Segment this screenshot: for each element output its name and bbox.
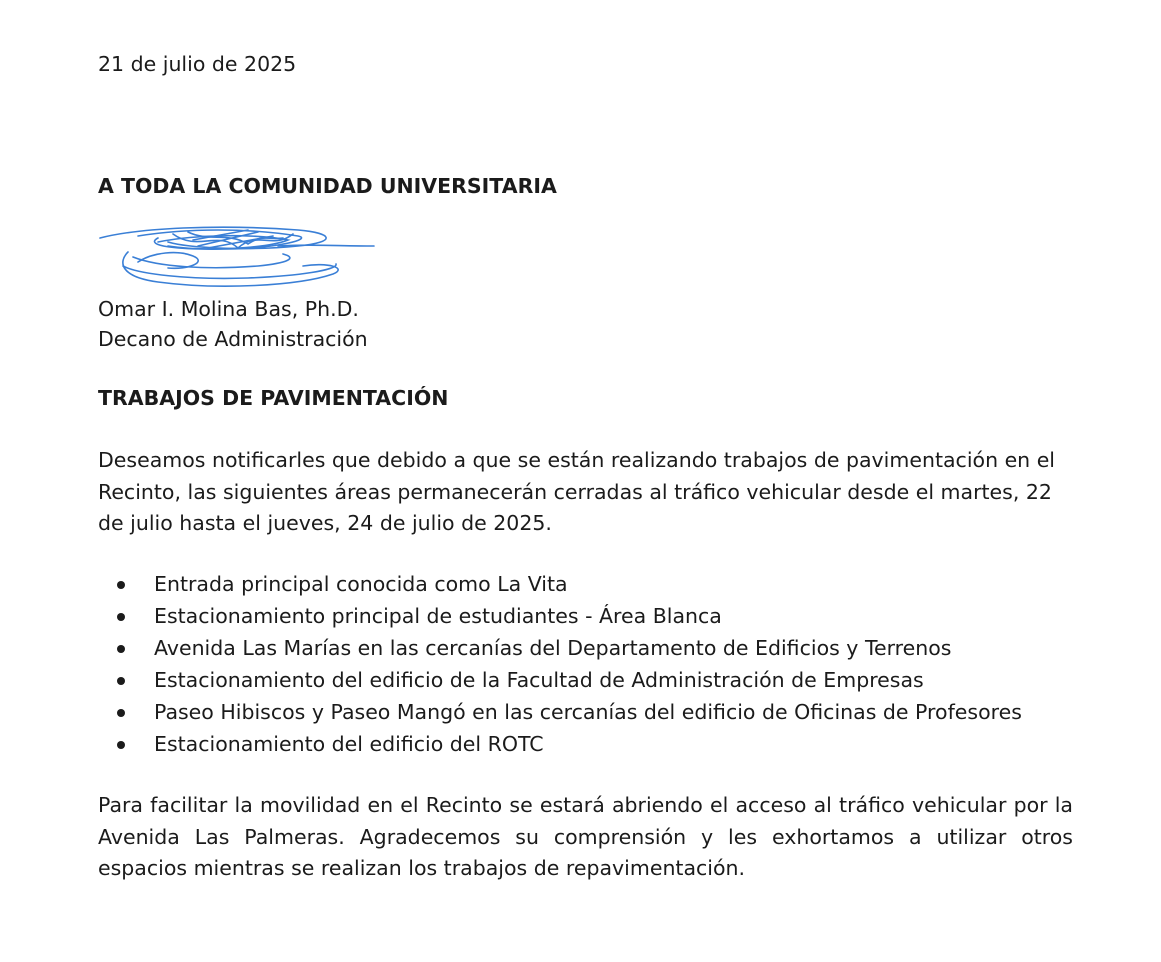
list-item xyxy=(98,664,1022,696)
list-item xyxy=(98,728,1022,760)
list-item-text: Entrada principal conocida como La Vita xyxy=(154,572,568,596)
list-item xyxy=(98,568,1022,600)
bullet-icon xyxy=(117,645,125,653)
list-item xyxy=(98,696,1022,728)
bullet-icon xyxy=(117,677,125,685)
sender-title: Decano de Administración xyxy=(98,327,368,351)
bullet-icon xyxy=(117,741,125,749)
subject-heading: TRABAJOS DE PAVIMENTACIÓN xyxy=(98,386,449,410)
list-item-text: Estacionamiento del edificio del ROTC xyxy=(154,732,544,756)
list-item xyxy=(98,632,1022,664)
letter-date: 21 de julio de 2025 xyxy=(98,52,297,76)
list-item xyxy=(98,600,1022,632)
closed-areas-list xyxy=(98,568,1022,760)
sender-name: Omar I. Molina Bas, Ph.D. xyxy=(98,297,359,321)
signature-icon xyxy=(98,222,378,292)
bullet-icon xyxy=(117,581,125,589)
list-item-text: Estacionamiento principal de estudiantes - Área Blanca xyxy=(154,604,722,628)
sender-block xyxy=(98,294,368,354)
closing-paragraph: Para facilitar la movilidad en el Recinto se estará abriendo el acceso al tráfico vehicular por la Avenida Las Palmeras. Agradecemos su comprensión y les exhortamos a utilizar otros espacios mientras se realizan los trabajos de repavimentación. xyxy=(98,793,1073,880)
list-item-text: Avenida Las Marías en las cercanías del Departamento de Edificios y Terrenos xyxy=(154,636,952,660)
list-item-text: Paseo Hibiscos y Paseo Mangó en las cercanías del edificio de Oficinas de Profesores xyxy=(154,700,1022,724)
bullet-icon xyxy=(117,613,125,621)
intro-paragraph: Deseamos notificarles que debido a que se están realizando trabajos de pavimentación en el Recinto, las siguientes áreas permanecerán cerradas al tráfico vehicular desde el martes, 22 de julio hasta el jueves, 24 de julio de 2025. xyxy=(98,448,1056,535)
list-item-text: Estacionamiento del edificio de la Facultad de Administración de Empresas xyxy=(154,668,924,692)
bullet-icon xyxy=(117,709,125,717)
addressee: A TODA LA COMUNIDAD UNIVERSITARIA xyxy=(98,174,557,198)
